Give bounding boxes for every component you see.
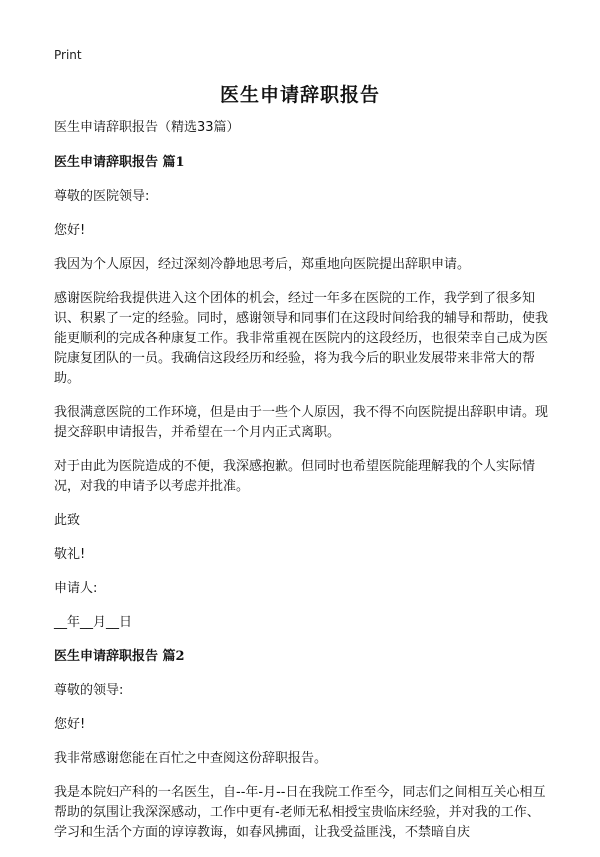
body-paragraph: 我因为个人原因，经过深刻冷静地思考后，郑重地向医院提出辞职申请。: [54, 257, 471, 272]
document-subtitle: 医生申请辞职报告（精选33篇）: [54, 120, 240, 135]
body-paragraph: 对于由此为医院造成的不便，我深感抱歉。但同时也希望医院能理解我的个人实际情况，对我的申请予以考虑并批准。: [54, 459, 536, 494]
body-paragraph: 我是本院妇产科的一名医生，自--年-月--日在我院工作至今，同志们之间相互关心相互帮助的氛围让我深深感动，工作中更有-老师无私相授宝贵临床经验，并对我的工作、学习和生活个方面的谆谆教诲，如春风拂面，让我受益匪浅，不禁暗自庆: [54, 785, 546, 840]
closing-regards: 敬礼!: [54, 547, 86, 562]
applicant-label: 申请人:: [54, 581, 98, 596]
body-paragraph: 我很满意医院的工作环境，但是由于一些个人原因，我不得不向医院提出辞职申请。现提交辞职申请报告，并希望在一个月内正式离职。: [54, 405, 549, 440]
body-paragraph: 我非常感谢您能在百忙之中查阅这份辞职报告。: [54, 751, 328, 766]
page-title: 医生申请辞职报告: [219, 84, 380, 106]
salutation: 尊敬的医院领导:: [54, 189, 150, 204]
print-link[interactable]: Print: [54, 48, 82, 62]
salutation: 尊敬的领导:: [54, 683, 124, 698]
body-paragraph: 感谢医院给我提供进入这个团体的机会，经过一年多在医院的工作，我学到了很多知识、积累了一定的经验。同时，感谢领导和同事们在这段时间给我的辅导和帮助，使我能更顺利的完成各种康复工作。我非常重视在医院内的这段经历，也很荣幸自己成为医院康复团队的一员。我确信这段经历和经验，将为我今后的职业发展带来非常大的帮助。: [54, 291, 549, 386]
section-heading-1: 医生申请辞职报告 篇1: [54, 155, 185, 170]
section-heading-2: 医生申请辞职报告 篇2: [54, 649, 185, 664]
date-line: __年__月__日: [54, 615, 133, 630]
greeting: 您好!: [54, 717, 86, 732]
closing: 此致: [54, 513, 81, 528]
greeting: 您好!: [54, 223, 86, 238]
document-body: [54, 118, 548, 857]
